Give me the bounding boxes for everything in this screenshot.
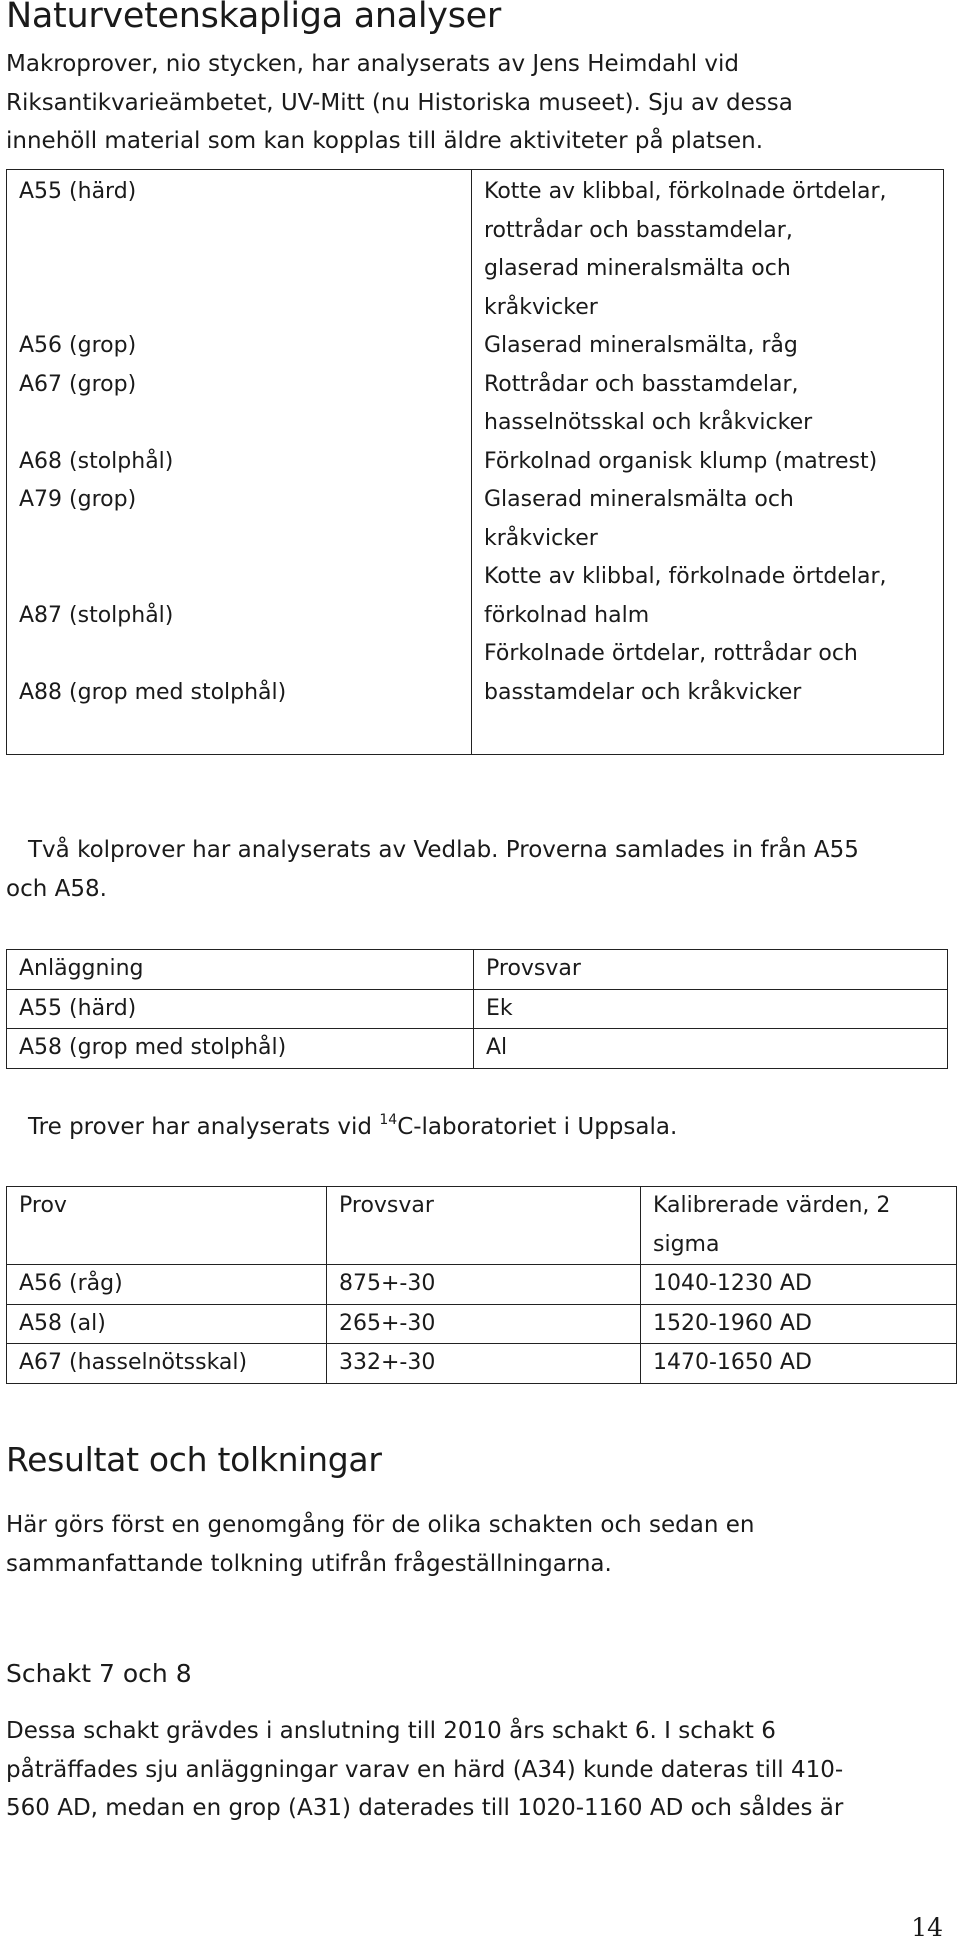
table-header-facility: Anläggning bbox=[7, 950, 474, 990]
finding-a67-line-1: Rottrådar och basstamdelar, bbox=[484, 371, 799, 397]
schakt-line-1: Dessa schakt grävdes i anslutning till 2010 års schakt 6. I schakt 6 bbox=[6, 1718, 776, 1744]
page-number: 14 bbox=[911, 1913, 943, 1942]
table-header-sample: Prov bbox=[7, 1187, 327, 1265]
table-cell: A58 (grop med stolphål) bbox=[7, 1029, 474, 1069]
finding-a68: Förkolnad organisk klump (matrest) bbox=[484, 448, 878, 474]
wood-species-table bbox=[6, 949, 948, 1069]
table-cell-features bbox=[7, 170, 472, 755]
macro-samples-table bbox=[6, 169, 944, 755]
finding-a79-line-2: kråkvicker bbox=[484, 525, 598, 551]
table-row bbox=[7, 170, 944, 755]
table-cell: A58 (al) bbox=[7, 1304, 327, 1344]
table-row bbox=[7, 989, 948, 1029]
section-heading-analyses: Naturvetenskapliga analyser bbox=[6, 0, 501, 36]
intro-line-3: innehöll material som kan kopplas till äldre aktiviteter på platsen. bbox=[6, 128, 764, 154]
vedlab-paragraph bbox=[6, 831, 946, 908]
vedlab-line-2: och A58. bbox=[6, 875, 107, 902]
table-cell: A56 (råg) bbox=[7, 1265, 327, 1305]
table-cell: 332+-30 bbox=[327, 1344, 641, 1384]
table-row bbox=[7, 950, 948, 990]
c14-superscript: 14 bbox=[379, 1112, 398, 1128]
finding-a56: Glaserad mineralsmälta, råg bbox=[484, 333, 798, 358]
results-paragraph bbox=[6, 1506, 946, 1583]
calibrated-header-line-1: Kalibrerade värden, 2 bbox=[653, 1193, 891, 1218]
c14-text-after: C-laboratoriet i Uppsala. bbox=[397, 1114, 678, 1140]
c14-paragraph bbox=[28, 1108, 960, 1147]
intro-line-1: Makroprover, nio stycken, har analyserats av Jens Heimdahl vid bbox=[6, 51, 740, 77]
results-line-1: Här görs först en genomgång för de olika schakten och sedan en bbox=[6, 1512, 755, 1538]
finding-a79-line-1: Glaserad mineralsmälta och bbox=[484, 487, 794, 512]
feature-a79: A79 (grop) bbox=[19, 487, 137, 512]
table-cell: A67 (hasselnötsskal) bbox=[7, 1344, 327, 1384]
table-cell: Al bbox=[474, 1029, 948, 1069]
finding-a55-line-3: glaserad mineralsmälta och bbox=[484, 256, 791, 281]
table-header-calibrated bbox=[641, 1187, 957, 1265]
feature-a68: A68 (stolphål) bbox=[19, 448, 174, 474]
finding-a88-line-1: Förkolnade örtdelar, rottrådar och bbox=[484, 641, 858, 666]
table-cell: A55 (härd) bbox=[7, 989, 474, 1029]
finding-a87-line-2: förkolnad halm bbox=[484, 602, 650, 628]
table-cell: 1470-1650 AD bbox=[641, 1344, 957, 1384]
finding-a55-line-2: rottrådar och basstamdelar, bbox=[484, 217, 793, 243]
results-line-2: sammanfattande tolkning utifrån frågeställningarna. bbox=[6, 1550, 612, 1577]
subsection-heading-schakt: Schakt 7 och 8 bbox=[6, 1659, 192, 1688]
vedlab-line-1: Två kolprover har analyserats av Vedlab. Proverna samlades in från A55 bbox=[28, 837, 859, 863]
feature-a87: A87 (stolphål) bbox=[19, 602, 174, 628]
table-row bbox=[7, 1344, 957, 1384]
table-row bbox=[7, 1265, 957, 1305]
table-cell: 1520-1960 AD bbox=[641, 1304, 957, 1344]
table-cell-findings bbox=[472, 170, 944, 755]
feature-a67: A67 (grop) bbox=[19, 371, 137, 397]
table-row bbox=[7, 1029, 948, 1069]
finding-a55-line-1: Kotte av klibbal, förkolnade örtdelar, bbox=[484, 179, 887, 204]
table-header-result: Provsvar bbox=[327, 1187, 641, 1265]
schakt-line-3: 560 AD, medan en grop (A31) daterades till 1020-1160 AD och såldes är bbox=[6, 1795, 844, 1821]
table-row bbox=[7, 1187, 957, 1265]
table-row bbox=[7, 1304, 957, 1344]
finding-a87-line-1: Kotte av klibbal, förkolnade örtdelar, bbox=[484, 564, 887, 589]
feature-a56: A56 (grop) bbox=[19, 333, 137, 358]
finding-a88-line-2: basstamdelar och kråkvicker bbox=[484, 679, 802, 705]
table-header-answer: Provsvar bbox=[474, 950, 948, 990]
finding-a67-line-2: hasselnötsskal och kråkvicker bbox=[484, 410, 813, 435]
intro-line-2: Riksantikvarieämbetet, UV-Mitt (nu Historiska museet). Sju av dessa bbox=[6, 89, 793, 116]
intro-paragraph bbox=[6, 45, 946, 161]
schakt-line-2: påträffades sju anläggningar varav en härd (A34) kunde dateras till 410- bbox=[6, 1756, 844, 1783]
calibrated-header-line-2: sigma bbox=[653, 1231, 720, 1257]
feature-a88: A88 (grop med stolphål) bbox=[19, 679, 287, 705]
schakt-paragraph bbox=[6, 1712, 946, 1828]
section-heading-results: Resultat och tolkningar bbox=[6, 1440, 382, 1479]
table-cell: Ek bbox=[474, 989, 948, 1029]
table-cell: 1040-1230 AD bbox=[641, 1265, 957, 1305]
finding-a55-line-4: kråkvicker bbox=[484, 294, 598, 320]
feature-a55: A55 (härd) bbox=[19, 179, 137, 204]
radiocarbon-table bbox=[6, 1186, 957, 1384]
c14-text-before: Tre prover har analyserats vid bbox=[28, 1114, 380, 1140]
table-cell: 875+-30 bbox=[327, 1265, 641, 1305]
table-cell: 265+-30 bbox=[327, 1304, 641, 1344]
